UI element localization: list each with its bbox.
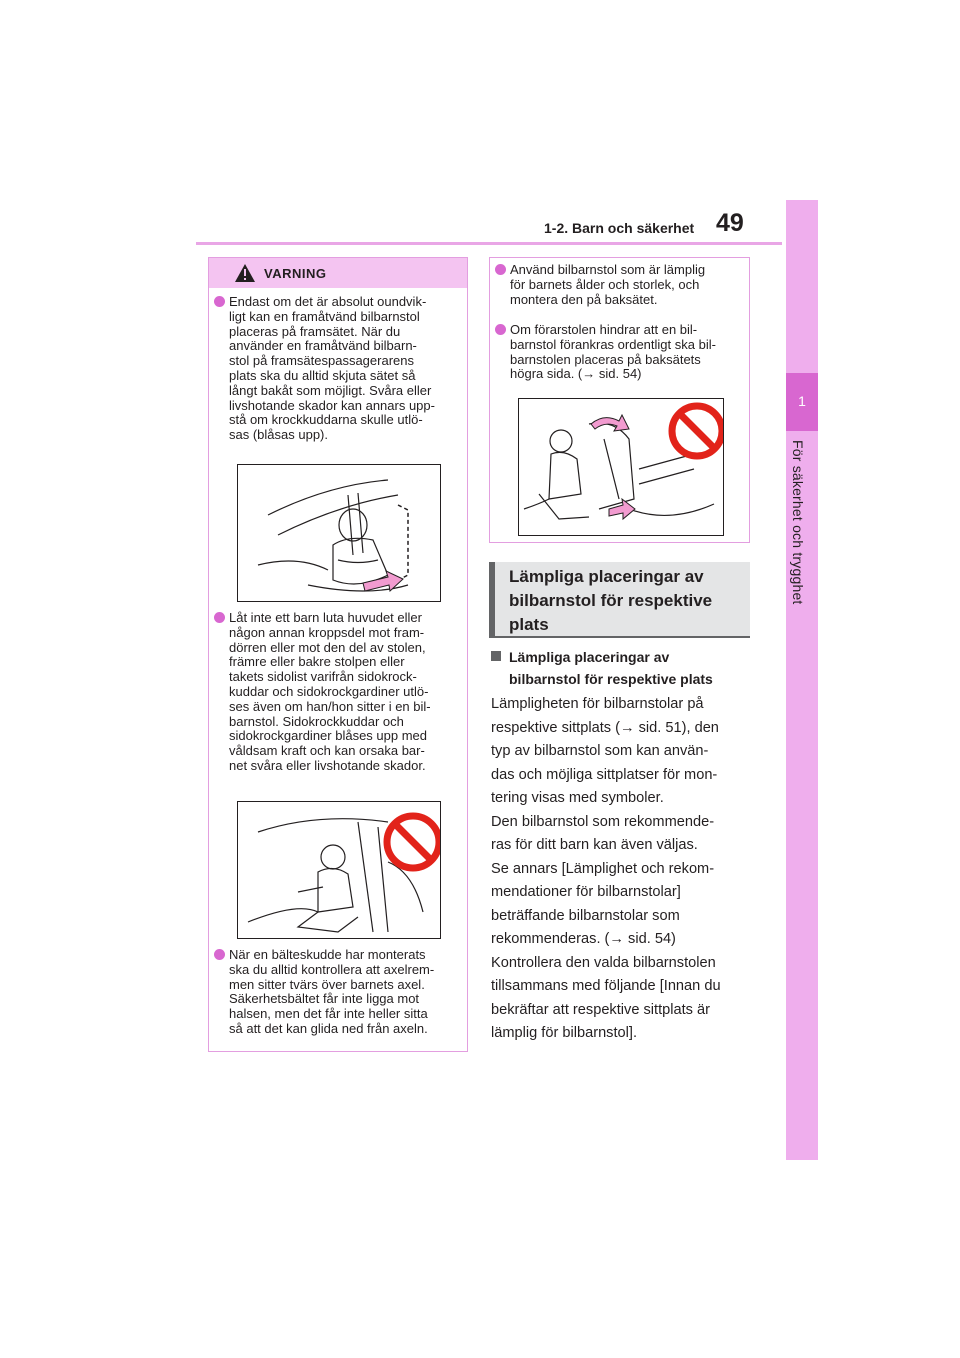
bullet-dot-icon: [495, 324, 506, 335]
section-heading-box: [489, 562, 750, 638]
page-number: 49: [716, 209, 744, 237]
bullet-dot-icon: [495, 264, 506, 275]
chapter-side-tab: [786, 200, 818, 1160]
warning-triangle-icon: [234, 263, 256, 283]
right-bullet-2: Om förarstolen hindrar att en bil- barnstol förankras ordentligt ska bil- barnstolen placeras på baksätets högra sida. (→ sid. 54): [510, 323, 716, 382]
chapter-label: För säkerhet och trygghet: [790, 440, 806, 605]
warning-bullet-3: När en bälteskudde har monterats ska du alltid kontrollera att axelrem- men sitter tvärs över barnets axel. Säkerhetsbältet får inte ligga mot halsen, men det får inte heller sitta så att det kan glida ned från axeln.: [229, 948, 434, 1037]
child-leaning-door-icon: [238, 802, 440, 938]
forward-facing-seat-illustration: [237, 464, 441, 602]
warning-bullet-1: Endast om det är absolut oundvik- ligt kan en framåtvänd bilbarnstol placeras på framsätet. När du använder en framåtvänd bilbarn- stol på framsätespassagerarens plats ska du alltid skjuta sätet så långt bakåt som möjligt. Svåra eller livshotande skador kan annars upp- stå om krockkuddarna skulle utlö- sas (blåsas upp).: [229, 295, 435, 443]
header-rule: [196, 242, 782, 245]
warning-box: [208, 257, 468, 1052]
bullet-dot-icon: [214, 949, 225, 960]
bullet-dot-icon: [214, 296, 225, 307]
warning-header: [209, 258, 467, 288]
sub-heading: Lämpliga placeringar av bilbarnstol för respektive plats: [509, 649, 713, 687]
section-title: 1-2. Barn och säkerhet: [544, 220, 695, 236]
rear-facing-seat-icon: [519, 399, 723, 535]
warning-bullet-2: Låt inte ett barn luta huvudet eller någon annan kroppsdel mot fram- dörren eller mot den del av stolen, främre eller bakre stolpen eller takets sidolist varifrån sidokrock- kuddar och sidokrockgardiner utlö- ses även om han/hon sitter i en bil- barnstol. Sidokrockkuddar och sidokrockgardiner blåses upp med våldsam kraft och kan orsaka bar- net svåra eller livshotande skador.: [229, 611, 431, 774]
sub-heading-square-icon: [491, 651, 501, 661]
warning-continued-box: [489, 257, 750, 543]
rear-facing-seat-illustration: [518, 398, 724, 536]
chapter-number: 1: [798, 393, 806, 409]
warning-label: VARNING: [264, 266, 327, 281]
bullet-dot-icon: [214, 612, 225, 623]
body-text: Lämpligheten för bilbarnstolar på respektive sittplats (→ sid. 51), den typ av bilbarnstol som kan använ- das och möjliga sittplatser för mon- tering visas med symboler. Den bilbarnstol som rekommende- ras för ditt barn kan även väljas. Se annars [Lämplighet och rekom- mendationer för bilbarnstolar] beträffande bilbarnstolar som rekommenderas. (→ sid. 54) Kontrollera den valda bilbarnstolen tillsammans med följande [Innan du bekräftar att respektive sittplats är lämplig för bilbarnstol].: [491, 696, 721, 1041]
right-bullet-1: Använd bilbarnstol som är lämplig för barnets ålder och storlek, och montera den på baksätet.: [510, 263, 705, 307]
child-seat-front-icon: [238, 465, 440, 601]
section-heading: Lämpliga placeringar av bilbarnstol för respektive plats: [509, 567, 713, 634]
child-leaning-illustration: [237, 801, 441, 939]
